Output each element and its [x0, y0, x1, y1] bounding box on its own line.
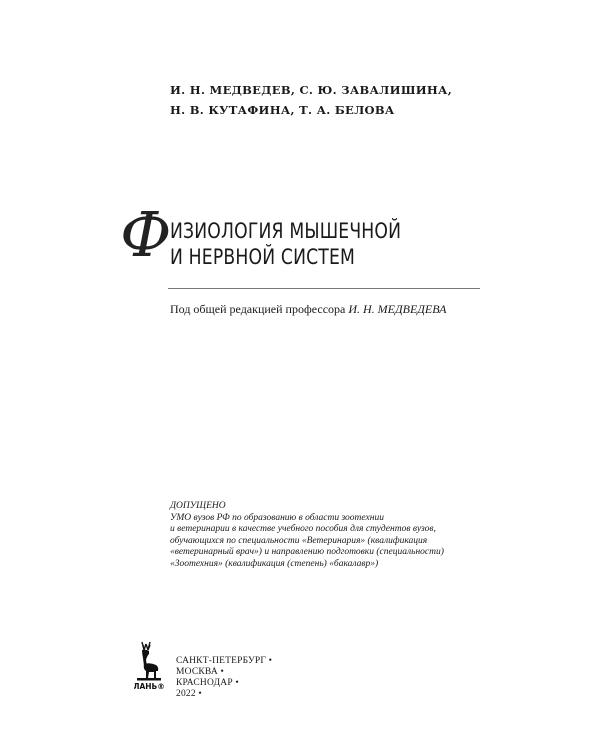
approval-line: обучающихся по специальности «Ветеринария» (квалификация — [170, 535, 428, 546]
title-dropcap: Ф — [120, 198, 172, 271]
approval-note — [170, 501, 444, 570]
city-line: САНКТ-ПЕТЕРБУРГ • — [176, 656, 273, 666]
editor-line — [170, 302, 446, 317]
approval-line: ДОПУЩЕНО — [170, 501, 226, 511]
editor-prefix: Под общей редакцией профессора — [170, 302, 349, 316]
title-line-2: И НЕРВНОЙ СИСТЕМ — [170, 245, 356, 269]
publisher-logo — [134, 640, 164, 692]
editor-name: И. Н. МЕДВЕДЕВА — [348, 302, 447, 316]
approval-line: «Зоотехния» (квалификация (степень) «бакалавр») — [170, 558, 379, 569]
authors-line-1: И. Н. МЕДВЕДЕВ, С. Ю. ЗАВАЛИШИНА, — [170, 83, 453, 97]
publication-year: 2022 • — [176, 689, 202, 699]
title-line-1: ИЗИОЛОГИЯ МЫШЕЧНОЙ — [170, 219, 402, 243]
approval-line: УМО вузов РФ по образованию в области зоотехнии — [170, 512, 384, 523]
city-line: МОСКВА • — [176, 667, 224, 677]
authors — [170, 80, 452, 120]
book-title — [170, 218, 401, 270]
authors-line-2: Н. В. КУТАФИНА, Т. А. БЕЛОВА — [170, 103, 395, 117]
city-line: КРАСНОДАР • — [176, 678, 239, 688]
approval-line: «ветеринарный врач») и направлению подготовки (специальности) — [170, 547, 444, 557]
deer-logo-icon — [134, 640, 164, 692]
publisher-cities — [176, 656, 272, 700]
approval-line: и ветеринарии в качестве учебного пособия для студентов вузов, — [170, 524, 436, 534]
logo-text: ЛАНЬ® — [134, 682, 164, 691]
title-divider — [168, 288, 480, 289]
